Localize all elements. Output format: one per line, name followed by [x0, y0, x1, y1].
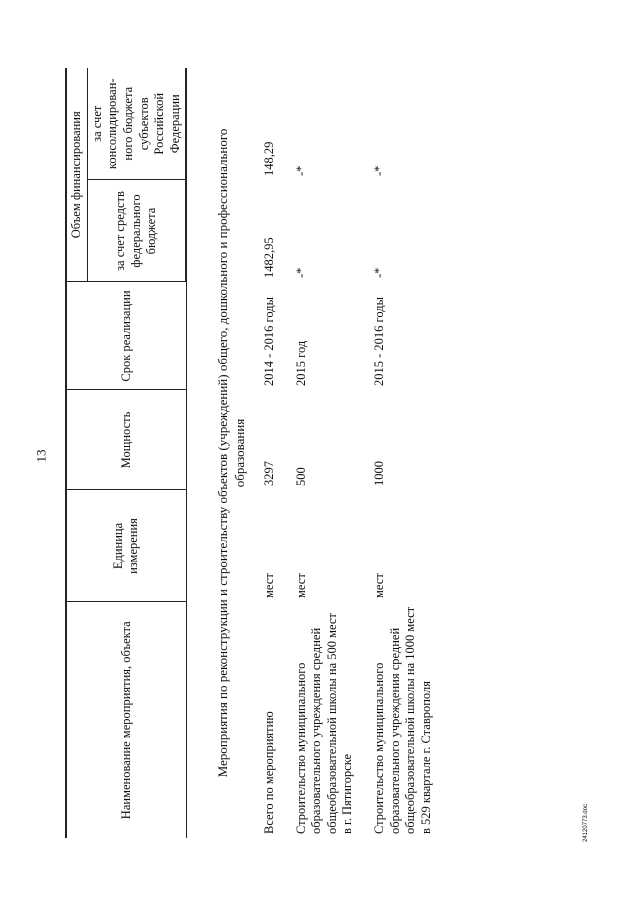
- financing-table: [65, 68, 445, 838]
- header-financing: Объем финансирования: [66, 68, 87, 282]
- table-row: [288, 68, 367, 838]
- row-capacity: 1000: [372, 461, 386, 486]
- row-name: Строительство муниципального образовательного учреждения средней общеобразовательной школы на 500 мест в г. Пятигорске: [293, 613, 355, 834]
- row-unit: мест: [293, 573, 308, 598]
- row-federal: -*: [293, 267, 308, 278]
- row-regional: -*: [293, 165, 308, 176]
- row-name: Всего по мероприятию: [261, 711, 276, 834]
- rotated-table-container: [65, 43, 605, 838]
- footer-filename: 24120773.doc: [583, 803, 589, 842]
- row-term: 2015 год: [293, 340, 308, 386]
- header-term: Срок реализации: [66, 282, 186, 390]
- section-title-row: [186, 68, 256, 838]
- section-title: Мероприятия по реконструкции и строительству объектов (учреждений) общего, дошкольного и профессионального образования: [215, 128, 247, 778]
- row-regional: 148,29: [261, 141, 276, 176]
- row-term: 2014 - 2016 годы: [261, 296, 276, 386]
- table-row: [366, 68, 445, 838]
- row-federal: 1482,95: [261, 237, 276, 278]
- row-unit: мест: [372, 573, 386, 598]
- row-regional: -*: [372, 165, 386, 176]
- table-row: [256, 68, 288, 838]
- row-federal: -*: [372, 267, 386, 278]
- row-capacity: 500: [293, 467, 308, 486]
- header-unit: Единица измерения: [66, 490, 186, 602]
- header-row: [66, 68, 87, 838]
- row-unit: мест: [261, 573, 276, 598]
- row-term: 2015 - 2016 годы: [372, 296, 386, 386]
- row-name: Строительство муниципального образовательного учреждения средней общеобразовательной школы на 1000 мест в 529 квартале г. Ставрополя: [372, 606, 433, 834]
- header-federal: за счет средств федерального бюджета: [87, 180, 186, 282]
- header-name: Наименование мероприятия, объекта: [66, 602, 186, 838]
- page-number: 13: [33, 449, 49, 463]
- row-capacity: 3297: [261, 461, 276, 486]
- header-capacity: Мощность: [66, 390, 186, 490]
- header-regional: за счет консолидирован-ного бюджета субъектов Российской Федерации: [87, 68, 186, 180]
